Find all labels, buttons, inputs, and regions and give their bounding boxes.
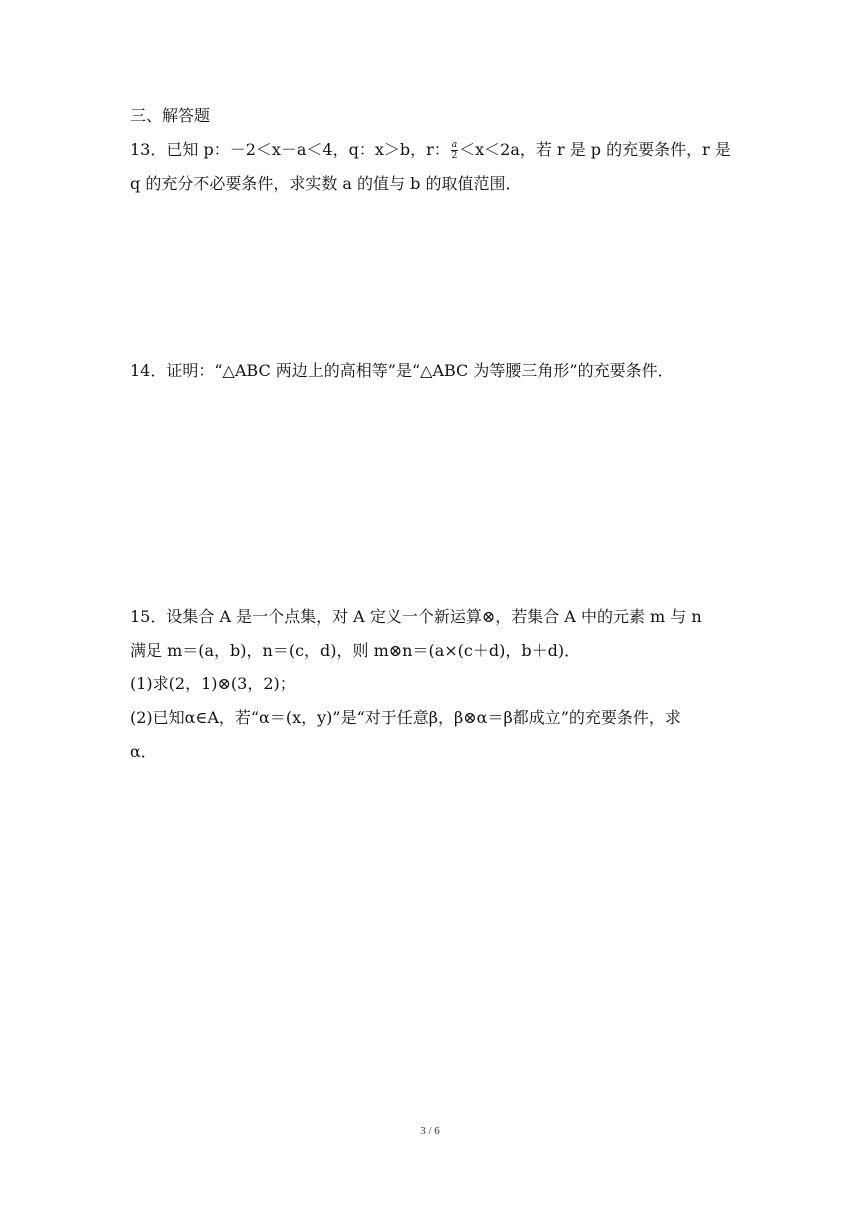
question-15-part-1: (1)求(2，1)⊗(3，2)； <box>130 674 296 693</box>
fraction-numerator: a <box>451 140 458 150</box>
fraction-denominator: 2 <box>451 151 458 161</box>
question-15-part-2-line-1: (2)已知α∈A，若“α＝(x，y)”是“对于任意β，β⊗α＝β都成立”的充要条件，求 <box>130 708 681 727</box>
section-title: 三、解答题 <box>130 106 211 125</box>
question-15-part-2-line-2: α． <box>130 742 157 761</box>
question-15-line-1: 15．设集合 A 是一个点集，对 A 定义一个新运算⊗，若集合 A 中的元素 m 与 n <box>130 607 702 626</box>
question-13-text-b: ＜x＜2a，若 r 是 p 的充要条件，r 是 <box>459 140 731 159</box>
fraction-a-over-2 <box>451 140 458 161</box>
question-15-line-2: 满足 m＝(a，b)，n＝(c，d)，则 m⊗n＝(a×(c＋d)，b＋d)． <box>130 641 581 660</box>
question-14-line-1: 14．证明：“△ABC 两边上的高相等”是“△ABC 为等腰三角形”的充要条件． <box>130 361 674 380</box>
question-13-line-1 <box>130 138 731 162</box>
question-13-line-2: q 的充分不必要条件，求实数 a 的值与 b 的取值范围． <box>130 174 522 193</box>
page-number: 3 / 6 <box>420 1125 440 1137</box>
question-13-text-a: 13．已知 p：－2＜x－a＜4，q：x＞b，r： <box>130 140 450 159</box>
